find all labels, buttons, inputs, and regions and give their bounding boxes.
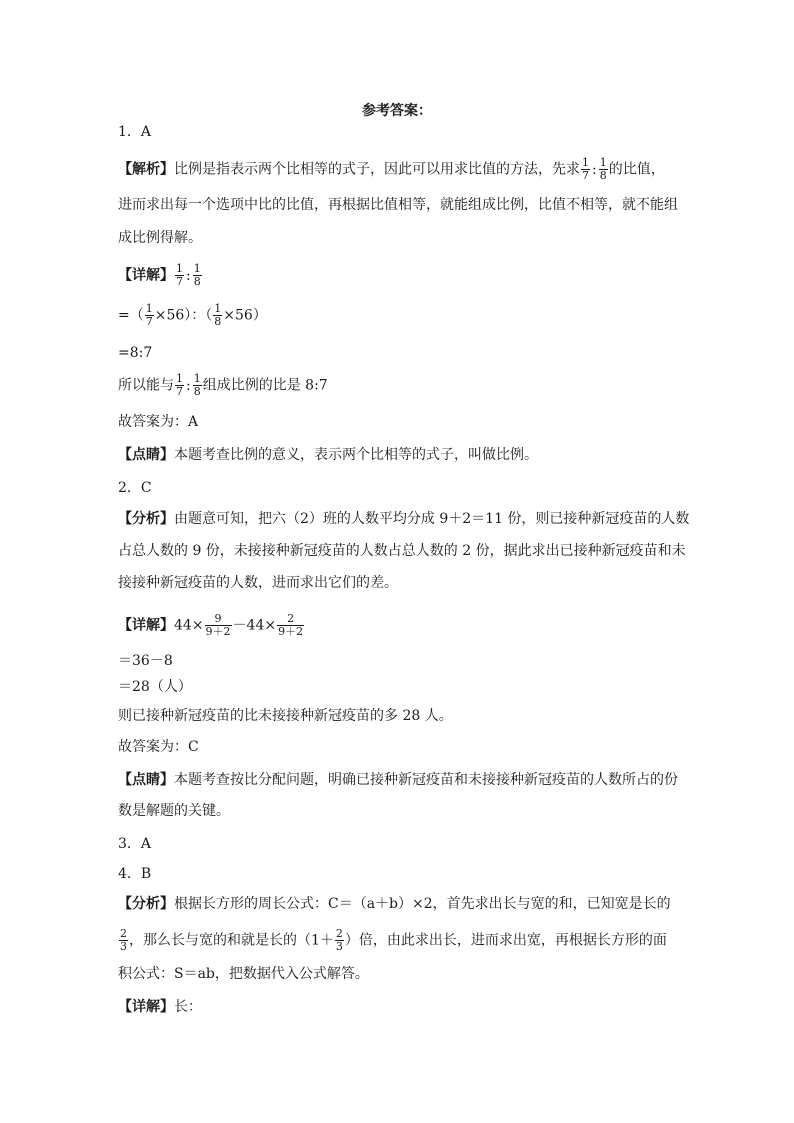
analysis-text: ，那么长与宽的和就是长的（1＋ xyxy=(129,932,334,949)
q1-analysis-line-2: 进而求出每一个选项中比的比值，再根据比值相等，就能组成比例，比值不相等，就不能组 xyxy=(118,197,678,213)
q2-analysis-line-3: 接接种新冠疫苗的人数，进而求出它们的差。 xyxy=(118,575,398,591)
analysis-text: 根据长方形的周长公式：C＝（a＋b）×2，首先求出长与宽的和，已知宽是长的 xyxy=(174,896,671,912)
q3-header: 3．A xyxy=(118,836,152,852)
conclusion-text: 组成比例的比是 8:7 xyxy=(202,377,328,394)
q4-analysis-line-1 xyxy=(118,894,678,914)
q1-detail-line xyxy=(118,263,678,288)
analysis-tag: 【分析】 xyxy=(118,896,174,912)
q1-analysis-line-1 xyxy=(118,157,678,182)
q1-answer: 故答案为：A xyxy=(118,414,199,430)
q1-header: 1．A xyxy=(118,124,152,140)
fraction: $\frac{2}{3}$ xyxy=(335,927,343,953)
points-text: 本题考查按比分配问题，明确已接种新冠疫苗和未接接种新冠疫苗的人数所占的份 xyxy=(174,772,678,788)
analysis-text: 的比值， xyxy=(608,161,665,178)
q4-header: 4．B xyxy=(118,866,152,882)
conclusion-text: 所以能与 xyxy=(118,377,174,394)
fraction: $\frac{1}{7}$ xyxy=(176,262,183,288)
q1-conclusion xyxy=(118,373,678,398)
q1-step-1 xyxy=(118,303,678,328)
q4-analysis-line-2 xyxy=(118,928,678,953)
detail-tag: 【详解】 xyxy=(118,267,174,284)
detail-tag: 【详解】 xyxy=(118,617,174,634)
detail-tag: 【详解】 xyxy=(118,999,174,1015)
expr-text: －44× xyxy=(232,617,277,634)
points-tag: 【点睛】 xyxy=(118,447,174,463)
fraction: $\frac{1}{8}$ xyxy=(599,156,607,182)
analysis-tag: 【分析】 xyxy=(118,511,174,527)
ratio-colon: : xyxy=(186,377,191,394)
expr-text: 44× xyxy=(174,617,204,634)
step-text: ×56）：（ xyxy=(154,307,213,324)
analysis-text: 由题意可知，把六（2）班的人数平均分成 9＋2＝11 份，则已接种新冠疫苗的人数 xyxy=(174,511,690,527)
step-text: =（ xyxy=(118,307,144,324)
fraction: $\frac{1}{7}$ xyxy=(176,372,183,398)
step-text: ×56） xyxy=(223,307,267,324)
q2-points-line-2: 数是解题的关键。 xyxy=(118,803,230,819)
q2-detail-line xyxy=(118,613,678,638)
q2-step-2: ＝28（人） xyxy=(118,679,192,695)
q2-step-1: ＝36－8 xyxy=(118,653,173,669)
q2-analysis-line-2: 占总人数的 9 份，未接接种新冠疫苗的人数占总人数的 2 份，据此求出已接种新冠疫苗和未 xyxy=(118,543,686,559)
fraction: $\frac{9}{9+2}$ xyxy=(205,612,231,638)
points-tag: 【点睛】 xyxy=(118,772,174,788)
fraction: $\frac{1}{8}$ xyxy=(193,262,201,288)
analysis-text: ）倍，由此求出长，进而求出宽，再根据长方形的面 xyxy=(344,932,667,949)
page-title: 参考答案： xyxy=(362,103,432,119)
q2-answer: 故答案为：C xyxy=(118,739,199,755)
q2-conclusion: 则已接种新冠疫苗的比未接接种新冠疫苗的多 28 人。 xyxy=(118,708,453,724)
ratio-colon: : xyxy=(592,161,597,178)
fraction: $\frac{1}{8}$ xyxy=(214,302,222,328)
ratio-colon: : xyxy=(186,267,191,284)
fraction: $\frac{2}{9+2}$ xyxy=(278,612,304,638)
q1-points xyxy=(118,445,678,465)
points-text: 本题考查比例的意义，表示两个比相等的式子，叫做比例。 xyxy=(174,447,538,463)
q2-analysis-line-1 xyxy=(118,509,690,529)
q1-step-2: =8:7 xyxy=(118,345,153,361)
fraction: $\frac{1}{7}$ xyxy=(145,302,153,328)
analysis-text: 比例是指表示两个比相等的式子，因此可以用求比值的方法，先求 xyxy=(174,161,580,178)
q1-analysis-line-3: 成比例得解。 xyxy=(118,230,202,246)
detail-text: 长： xyxy=(174,999,202,1015)
q2-header: 2．C xyxy=(118,480,152,496)
fraction: $\frac{2}{3}$ xyxy=(120,927,127,953)
q4-detail-line xyxy=(118,997,678,1017)
fraction: $\frac{1}{8}$ xyxy=(193,372,201,398)
q4-analysis-line-3: 积公式：S＝ab，把数据代入公式解答。 xyxy=(118,966,369,982)
fraction: $\frac{1}{7}$ xyxy=(582,156,589,182)
q2-points-line-1 xyxy=(118,770,678,790)
analysis-tag: 【解析】 xyxy=(118,161,174,178)
